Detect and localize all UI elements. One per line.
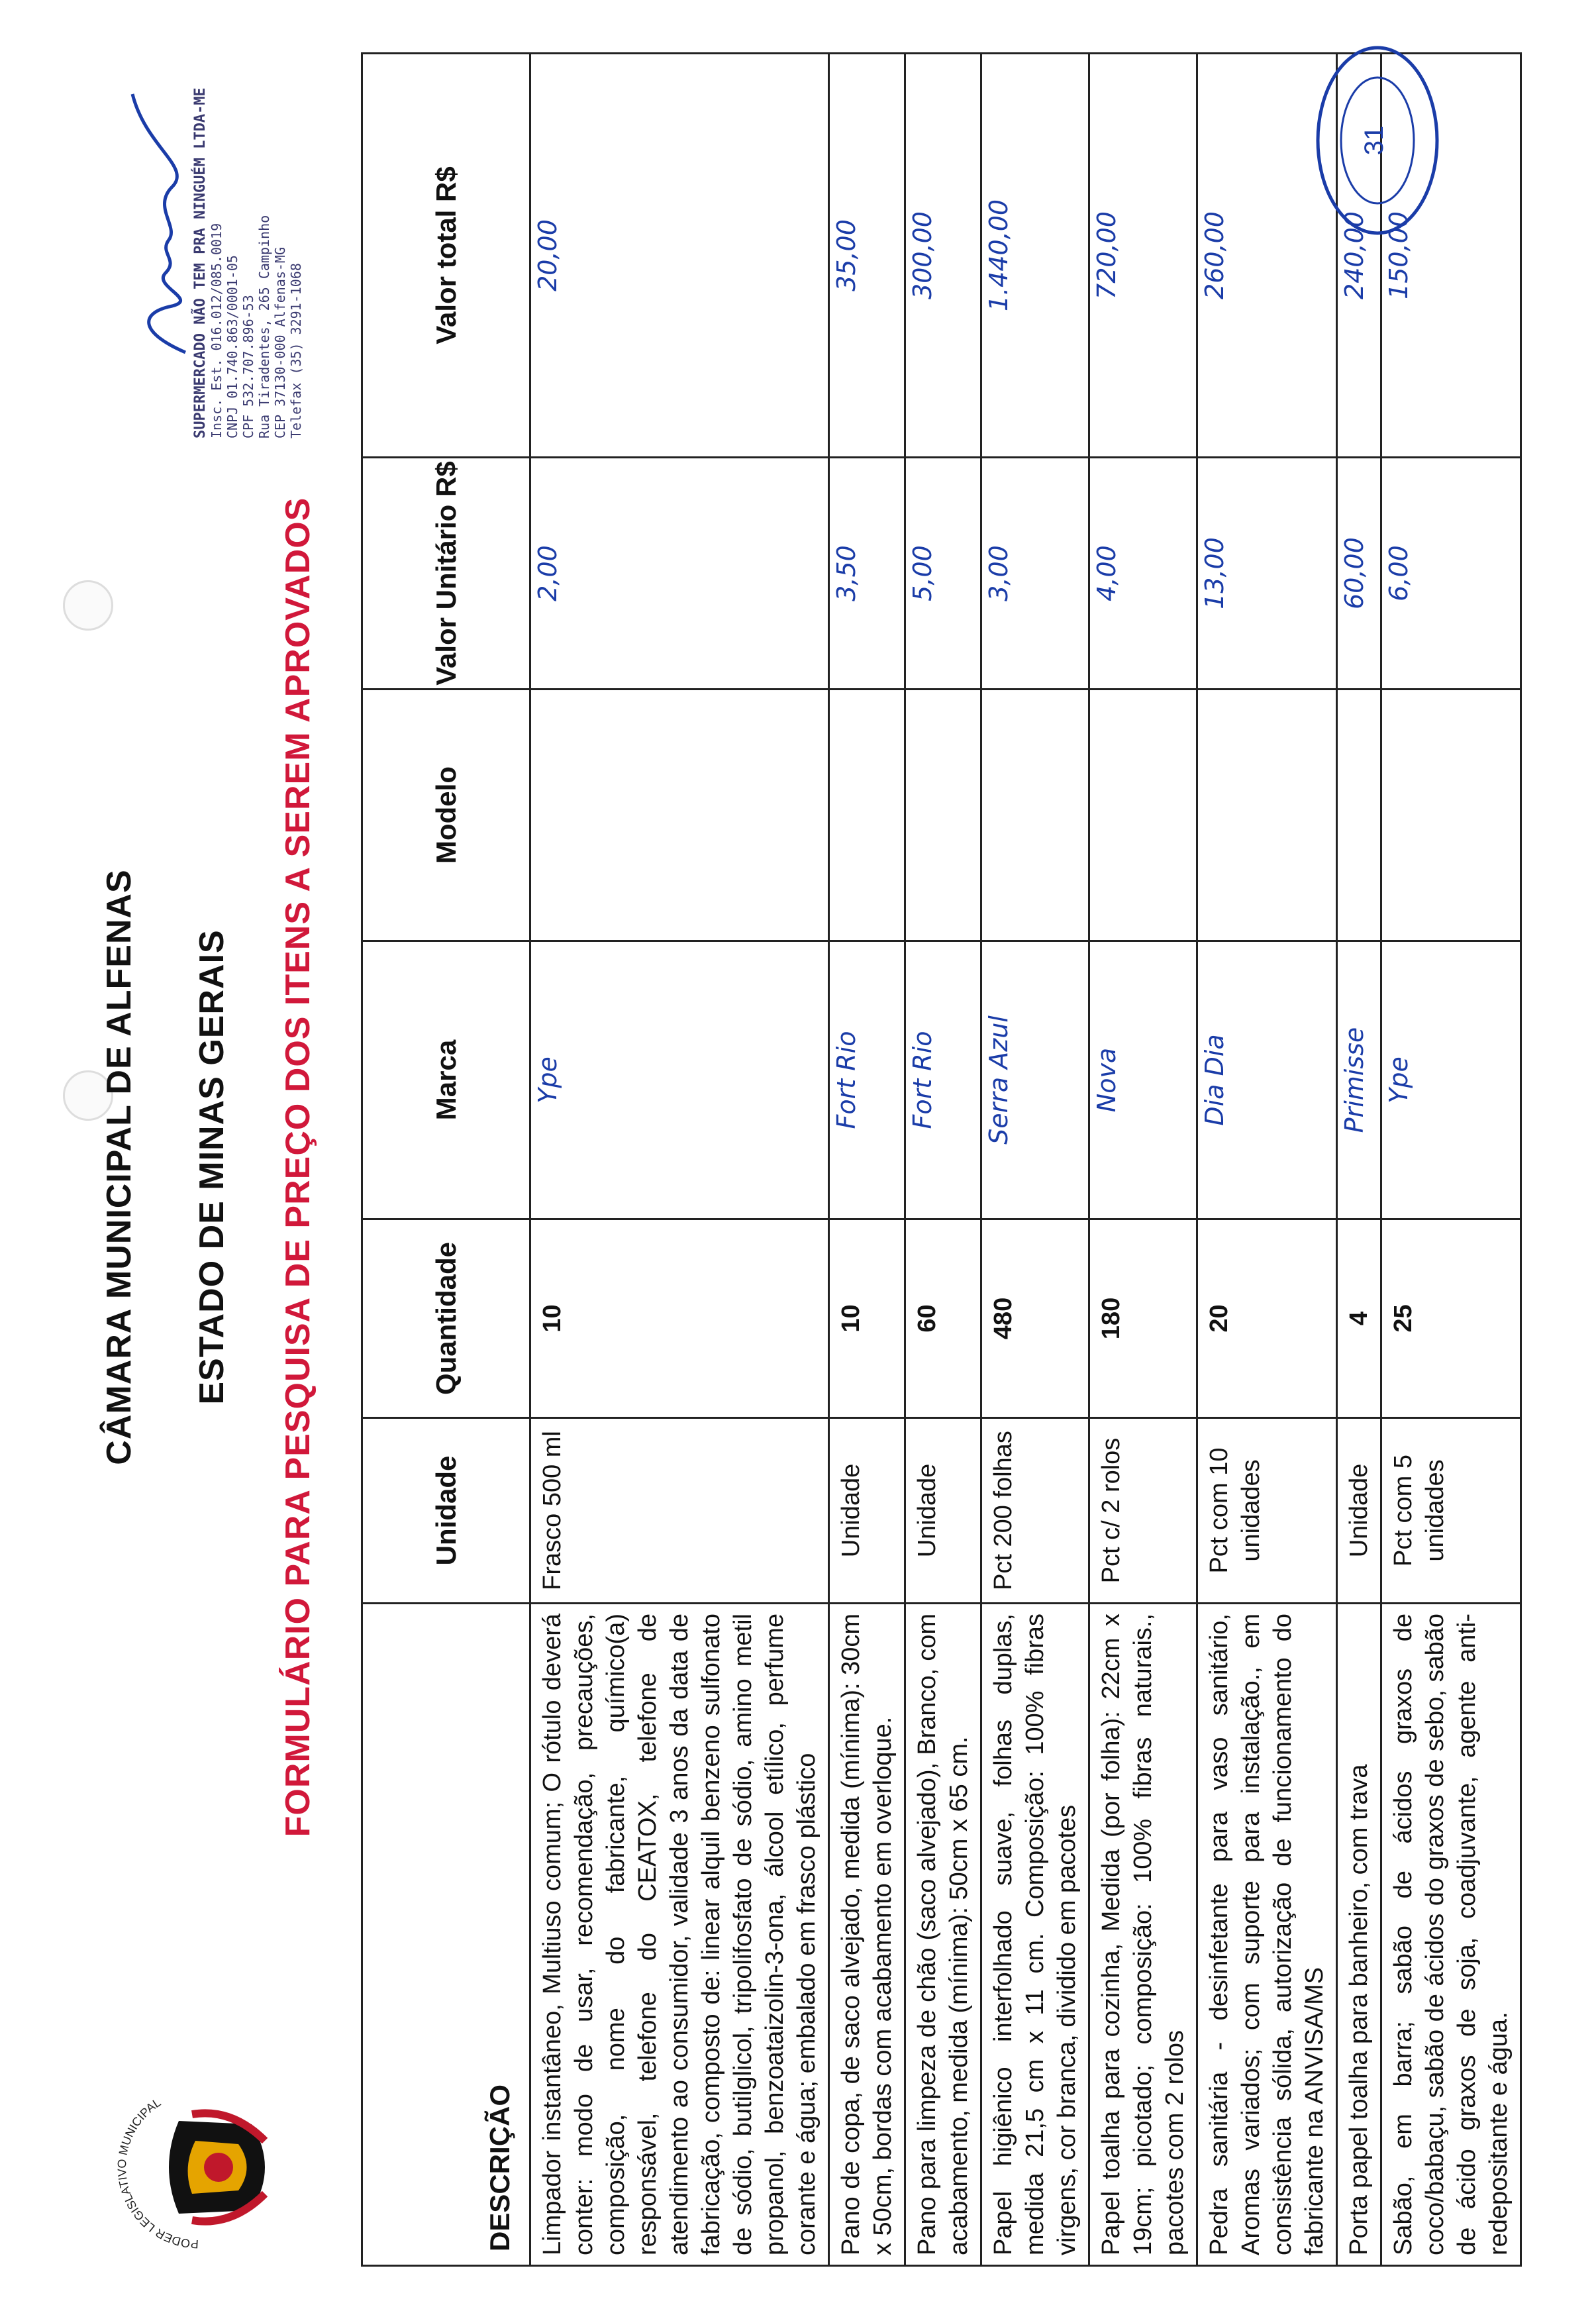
cell-valor-total: 720,00 (1089, 54, 1197, 458)
cell-valor-total: 1.440,00 (981, 54, 1089, 458)
table-row (1089, 54, 1197, 2266)
cell-marca: Dia Dia (1197, 941, 1337, 1219)
cell-valor-total: 35,00 (829, 54, 905, 458)
cell-valor-unitario: 6,00 (1381, 458, 1521, 690)
cell-descricao: Limpador instantâneo, Multiuso comum; O rótulo deverá conter: modo de usar, recomendação, precauções, composição, nome do fabricante, químico(a) responsável, telefone do CEATOX, telefone de atendimento ao consumidor, validade 3 anos da data de fabricação, composto de: linear alquil benzeno sulfonato de sódio, butilglicol, tripolifosfato de sódio, amino metil propanol, benzoataizolin-3-ona, álcool etílico, perfume corante e água; embalado em frasco plástico (530, 1604, 829, 2266)
cell-quantidade: 25 (1381, 1219, 1521, 1418)
stamp-cnpj: CNPJ 01.740.863/0001-05 (224, 255, 240, 438)
stamp-city: CEP 37130-000 Alfenas-MG (272, 247, 288, 438)
form-title: FORMULÁRIO PARA PESQUISA DE PREÇO DOS ITENS A SEREM APROVADOS (279, 497, 317, 1837)
cell-marca: Nova (1089, 941, 1197, 1219)
logo-text: PODER LEGISLATIVO MUNICIPAL (115, 2095, 199, 2251)
cell-valor-unitario: 5,00 (905, 458, 981, 690)
col-quantidade: Quantidade (362, 1219, 530, 1418)
cell-valor-total: 260,00 (1197, 54, 1337, 458)
chamber-seal-icon (1311, 41, 1444, 240)
cell-valor-unitario: 3,50 (829, 458, 905, 690)
cell-unidade: Pct 200 folhas (981, 1418, 1089, 1604)
stamp-cpf: CPF 532.707.896-53 (240, 295, 256, 438)
table-header-row (362, 54, 530, 2266)
cell-modelo (981, 690, 1089, 941)
cell-descricao: Papel toalha para cozinha, Medida (por folha): 22cm x 19cm; picotado; composição: 100% fibras naturais., pacotes com 2 rolos (1089, 1604, 1197, 2266)
cell-marca: Ype (1381, 941, 1521, 1219)
cell-valor-total: 300,00 (905, 54, 981, 458)
cell-descricao: Pano para limpeza de chão (saco alvejado), Branco, com acabamento, medida (mínima): 50cm x 65 cm. (905, 1604, 981, 2266)
cell-modelo (1197, 690, 1337, 941)
cell-unidade: Pct c/ 2 rolos (1089, 1418, 1197, 1604)
stamp-insc: Insc. Est. 016.012/085.0019 (209, 223, 224, 438)
table-row (1337, 54, 1381, 2266)
cell-unidade: Unidade (905, 1418, 981, 1604)
cell-quantidade: 4 (1337, 1219, 1381, 1418)
cell-descricao: Pano de copa, de saco alvejado, medida (mínima): 30cm x 50cm, bordas com acabamento em overloque. (829, 1604, 905, 2266)
cell-marca: Serra Azul (981, 941, 1089, 1219)
cell-descricao: Pedra sanitária - desinfetante para vaso sanitário, Aromas variados; com suporte para instalação., em consistência sólida, autorização de funcionamento do fabricante na ANVISA/MS (1197, 1604, 1337, 2266)
price-table (361, 52, 1522, 2267)
cell-valor-unitario: 60,00 (1337, 458, 1381, 690)
stamp-address: Rua Tiradentes, 265 Campinho (256, 215, 272, 438)
cell-valor-total: 150,00 (1381, 54, 1521, 458)
cell-quantidade: 60 (905, 1219, 981, 1418)
col-marca: Marca (362, 941, 530, 1219)
cell-descricao: Porta papel toalha para banheiro, com trava (1337, 1604, 1381, 2266)
cell-quantidade: 480 (981, 1219, 1089, 1418)
cell-marca: Fort Rio (905, 941, 981, 1219)
table-row (530, 54, 829, 2266)
cell-marca: Ype (530, 941, 829, 1219)
cell-unidade: Pct com 5 unidades (1381, 1418, 1521, 1604)
cell-quantidade: 10 (829, 1219, 905, 1418)
document-header (99, 273, 318, 2061)
table-row (1197, 54, 1337, 2266)
col-modelo: Modelo (362, 690, 530, 941)
cell-descricao: Papel higiênico interfolhado suave, folhas duplas, medida 21,5 cm x 11 cm. Composição: 100% fibras virgens, cor branca, dividido em pacotes (981, 1604, 1089, 2266)
cell-modelo (905, 690, 981, 941)
cell-quantidade: 20 (1197, 1219, 1337, 1418)
table-row (905, 54, 981, 2266)
seal-page-number: 31 (1360, 125, 1389, 156)
stamp-name: SUPERMERCADO NÃO TEM PRA NINGUÉM LTDA-ME (192, 87, 209, 438)
cell-descricao: Sabão, em barra; sabão de ácidos graxos de coco/babaçu, sabão de ácidos do graxos de sebo, sabão de ácido graxos de soja, coadjuvante, agente anti-redepositante e água. (1381, 1604, 1521, 2266)
cell-valor-unitario: 4,00 (1089, 458, 1197, 690)
cell-unidade: Pct com 10 unidades (1197, 1418, 1337, 1604)
legislative-logo-icon (86, 2068, 285, 2267)
cell-valor-total: 20,00 (530, 54, 829, 458)
stamp-phone: Telefax (35) 3291-1068 (288, 263, 304, 438)
col-unidade: Unidade (362, 1418, 530, 1604)
signature-icon (126, 81, 205, 359)
cell-valor-unitario: 13,00 (1197, 458, 1337, 690)
cell-quantidade: 10 (530, 1219, 829, 1418)
state-title: ESTADO DE MINAS GERAIS (193, 929, 231, 1405)
cell-unidade: Unidade (1337, 1418, 1381, 1604)
cell-unidade: Frasco 500 ml (530, 1418, 829, 1604)
col-valor-total: Valor total R$ (362, 54, 530, 458)
cell-quantidade: 180 (1089, 1219, 1197, 1418)
cell-valor-unitario: 3,00 (981, 458, 1089, 690)
cell-marca: Primisse (1337, 941, 1381, 1219)
supplier-stamp (152, 68, 377, 438)
cell-valor-total: 240,00 (1337, 54, 1381, 458)
cell-unidade: Unidade (829, 1418, 905, 1604)
cell-valor-unitario: 2,00 (530, 458, 829, 690)
col-descricao: DESCRIÇÃO (362, 1604, 530, 2266)
table-row (981, 54, 1089, 2266)
table-row (1381, 54, 1521, 2266)
chamber-title: CÂMARA MUNICIPAL DE ALFENAS (100, 869, 138, 1465)
cell-modelo (1089, 690, 1197, 941)
cell-modelo (1381, 690, 1521, 941)
table-row (829, 54, 905, 2266)
cell-modelo (1337, 690, 1381, 941)
cell-modelo (530, 690, 829, 941)
col-valor-unitario: Valor Unitário R$ (362, 458, 530, 690)
cell-marca: Fort Rio (829, 941, 905, 1219)
cell-modelo (829, 690, 905, 941)
